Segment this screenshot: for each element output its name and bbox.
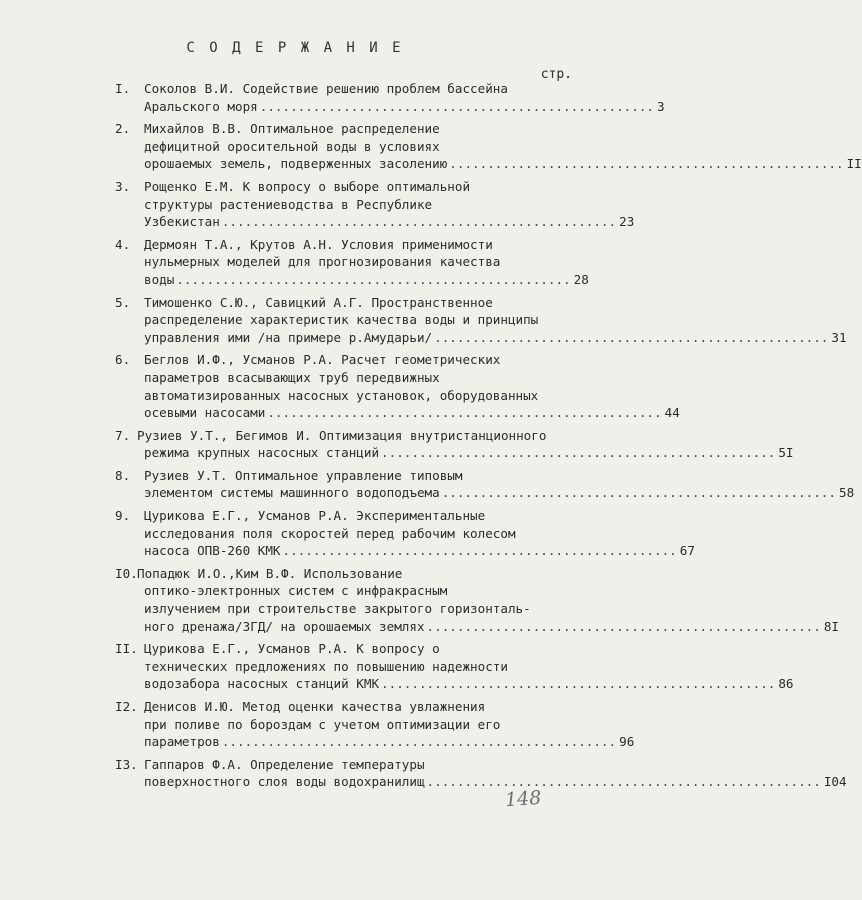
toc-entry [115, 80, 665, 115]
toc-page-number: 28 [573, 271, 589, 287]
toc-entry-text: водозабора насосных станций КМК [144, 676, 380, 692]
dot-leader: .................................................... [426, 774, 821, 790]
toc-entry-number: 6. [115, 352, 131, 368]
toc-entry-number: 2. [115, 121, 131, 137]
toc-entry [115, 565, 839, 635]
toc-entry-text: Цурикова Е.Г., Усманов Р.А. К вопросу о [144, 641, 440, 657]
toc-entry-number: I0. [115, 565, 138, 581]
toc-entry-text: дефицитной оросительной воды в условиях [144, 138, 440, 154]
toc-entry-text: автоматизированных насосных установок, оборудованных [144, 387, 539, 403]
dot-leader: .................................................... [381, 676, 776, 692]
toc-entry-text: насоса ОПВ-260 КМК [144, 543, 281, 559]
toc-entry [115, 120, 862, 173]
toc-entry-text: Попадюк И.О.,Ким В.Ф. Использование [137, 565, 403, 581]
dot-leader: .................................................... [434, 329, 829, 345]
dot-leader: .................................................... [441, 485, 836, 501]
toc-page-number: 8I [823, 618, 839, 634]
toc-entry-number: 9. [115, 508, 131, 524]
toc-entry-text: Гаппаров Ф.А. Определение температуры [144, 756, 425, 772]
toc-entry-number: 5. [115, 294, 131, 310]
toc-entry [115, 507, 695, 560]
dot-leader: .................................................... [381, 445, 776, 461]
dot-leader: .................................................... [221, 214, 617, 230]
toc-page-number: II [846, 156, 862, 172]
toc-entry-text: распределение характеристик качества воды и принципы [144, 312, 539, 328]
toc-entry [115, 351, 680, 421]
toc-page-number: 86 [778, 676, 794, 692]
toc-entry-text: Рощенко Е.М. К вопросу о выборе оптимальной [144, 178, 471, 194]
toc-page-number: 23 [619, 214, 635, 230]
table-of-contents [115, 80, 862, 796]
toc-entry-text: ного дренажа/ЗГД/ на орошаемых землях [144, 618, 425, 634]
dot-leader: .................................................... [176, 271, 571, 287]
dot-leader: .................................................... [426, 618, 821, 634]
toc-page-number: 58 [838, 485, 855, 501]
toc-entry-text: Рузиев У.Т. Оптимальное управление типовым [144, 467, 463, 483]
toc-entry-number: I. [115, 81, 131, 96]
toc-entry [115, 178, 635, 231]
toc-entry-text: Цурикова Е.Г., Усманов Р.А. Экспериментальные [144, 508, 486, 524]
toc-entry-text: воды [144, 271, 175, 287]
toc-entry-number: 7. [115, 427, 131, 443]
toc-entry-text: нульмерных моделей для прогнозирования качества [144, 254, 501, 270]
toc-entry-number: I2. [115, 699, 138, 714]
dot-leader: .................................................... [221, 734, 617, 750]
contents-heading: С О Д Е Р Ж А Н И Е [186, 40, 404, 56]
toc-entry [115, 294, 847, 347]
toc-entry-text: элементом системы машинного водоподъема [144, 485, 440, 501]
toc-entry-text: исследования поля скоростей перед рабочим колесом [144, 525, 516, 541]
toc-entry-text: излучением при строительстве закрытого горизонталь- [144, 601, 531, 617]
toc-entry-text: при поливе по бороздам с учетом оптимизации его [144, 716, 501, 732]
toc-entry [115, 640, 794, 693]
toc-page-number: 31 [831, 329, 847, 345]
toc-entry [115, 467, 855, 502]
toc-entry-number: I3. [115, 756, 138, 772]
toc-entry-text: режима крупных насосных станций [144, 445, 380, 461]
toc-entry [115, 427, 794, 462]
toc-entry-text: Аральского моря [144, 98, 258, 114]
toc-entry [115, 698, 635, 751]
toc-entry [115, 756, 847, 791]
toc-entry-text: Узбекистан [144, 214, 220, 230]
dot-leader: .................................................... [449, 156, 844, 172]
toc-page-number: 96 [619, 734, 635, 750]
toc-entry-text: Тимошенко С.Ю., Савицкий А.Г. Пространственное [144, 294, 493, 310]
page-column-label: стр. [540, 67, 572, 82]
toc-entry-text: управления ими /на примере р.Амударьи/ [144, 329, 433, 345]
toc-entry-text: поверхностного слоя воды водохранилищ [144, 774, 425, 790]
toc-entry-text: Михайлов В.В. Оптимальное распределение [144, 121, 440, 137]
dot-leader: .................................................... [259, 98, 655, 114]
toc-entry-number: 4. [115, 236, 131, 252]
toc-page-number: I04 [823, 774, 847, 790]
dot-leader: .................................................... [282, 543, 677, 559]
toc-entry-text: осевыми насосами [144, 405, 266, 421]
toc-entry-text: Денисов И.Ю. Метод оценки качества увлажнения [144, 699, 486, 714]
toc-entry-text: орошаемых земель, подверженных засолению [144, 156, 448, 172]
toc-page-number: 67 [679, 543, 695, 559]
toc-entry-text: Соколов В.И. Содействие решению проблем бассейна [144, 81, 508, 96]
toc-entry [115, 236, 589, 289]
toc-entry-number: 3. [115, 178, 131, 194]
toc-entry-text: оптико-электронных систем с инфракрасным [144, 583, 448, 599]
toc-entry-text: технических предложениях по повышению надежности [144, 658, 508, 674]
toc-entry-text: параметров [144, 734, 220, 750]
toc-entry-text: Дермоян Т.А., Крутов А.Н. Условия применимости [144, 236, 493, 252]
toc-page-number: 5I [778, 445, 794, 461]
toc-entry-text: Рузиев У.Т., Бегимов И. Оптимизация внутристанционного [137, 427, 547, 443]
toc-page-number: 3 [657, 98, 665, 114]
toc-entry-number: II. [115, 641, 138, 657]
handwritten-page-number: 148 [504, 786, 542, 812]
toc-page-number: 44 [664, 405, 680, 421]
toc-entry-text: параметров всасывающих труб передвижных [144, 369, 440, 385]
toc-entry-text: Беглов И.Ф., Усманов Р.А. Расчет геометрических [144, 352, 501, 368]
toc-entry-number: 8. [115, 467, 131, 483]
dot-leader: .................................................... [267, 405, 662, 421]
toc-entry-text: структуры растениеводства в Республике [144, 196, 433, 212]
